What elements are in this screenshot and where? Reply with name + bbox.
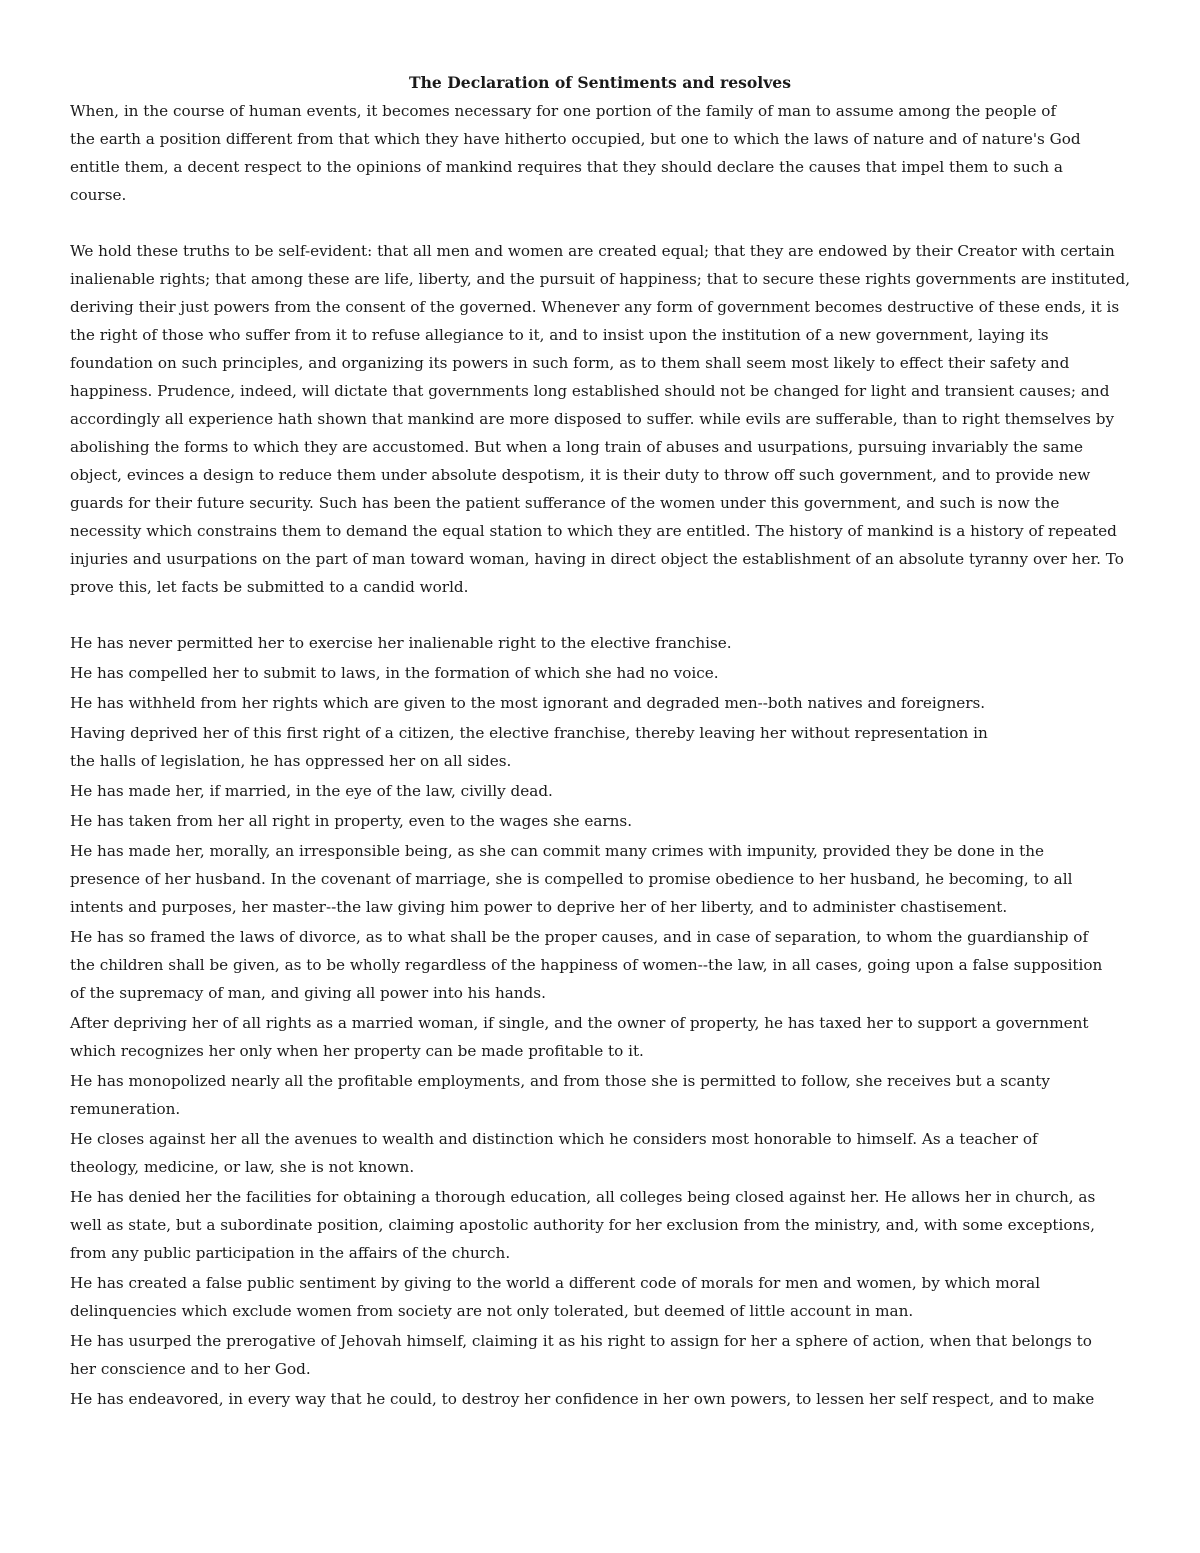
text-line: He has never permitted her to exercise her inalienable right to the elective franchise. [70, 634, 732, 652]
grievance-item [70, 1327, 1140, 1383]
grievances-list [70, 629, 1140, 1413]
text-line: intents and purposes, her master--the law giving him power to deprive her of her liberty, and to administer chastisement. [70, 898, 1008, 916]
text-line: guards for their future security. Such has been the patient sufferance of the women under this government, and such is now the [70, 494, 1060, 512]
text-line: the right of those who suffer from it to refuse allegiance to it, and to insist upon the institution of a new government, laying its [70, 326, 1049, 344]
grievance-item [70, 689, 1140, 717]
text-line: the halls of legislation, he has oppressed her on all sides. [70, 752, 512, 770]
text-line: inalienable rights; that among these are life, liberty, and the pursuit of happiness; that to secure these rights governments are instituted, [70, 270, 1131, 288]
text-line: deriving their just powers from the consent of the governed. Whenever any form of government becomes destructive of these ends, it is [70, 298, 1120, 316]
text-line: necessity which constrains them to demand the equal station to which they are entitled. The history of mankind is a history of repeated [70, 522, 1117, 540]
text-line: When, in the course of human events, it becomes necessary for one portion of the family of man to assume among the people of [70, 102, 1057, 120]
text-line: presence of her husband. In the covenant of marriage, she is compelled to promise obedience to her husband, he becoming, to all [70, 870, 1073, 888]
paragraph-gap [70, 209, 1140, 237]
text-line: injuries and usurpations on the part of man toward woman, having in direct object the establishment of an absolute tyranny over her. To [70, 550, 1124, 568]
paragraph-gap [70, 601, 1140, 629]
grievance-item [70, 629, 1140, 657]
grievance-item [70, 719, 1140, 775]
text-line: He has endeavored, in every way that he could, to destroy her confidence in her own powers, to lessen her self respect, and to make [70, 1390, 1095, 1408]
grievance-item [70, 923, 1140, 1007]
text-line: He has withheld from her rights which are given to the most ignorant and degraded men--both natives and foreigners. [70, 694, 986, 712]
grievance-item [70, 837, 1140, 921]
text-line: prove this, let facts be submitted to a candid world. [70, 578, 469, 596]
text-line: her conscience and to her God. [70, 1360, 311, 1378]
text-line: remuneration. [70, 1100, 181, 1118]
document-body [70, 97, 1140, 1415]
text-line: He has made her, if married, in the eye of the law, civilly dead. [70, 782, 553, 800]
grievance-item [70, 1385, 1140, 1413]
text-line: accordingly all experience hath shown that mankind are more disposed to suffer. while evils are sufferable, than to right themselves by [70, 410, 1115, 428]
text-line: happiness. Prudence, indeed, will dictate that governments long established should not be changed for light and transient causes; and [70, 382, 1110, 400]
text-line: course. [70, 186, 127, 204]
text-line: He has taken from her all right in property, even to the wages she earns. [70, 812, 633, 830]
text-line: object, evinces a design to reduce them under absolute despotism, it is their duty to throw off such government, and to provide new [70, 466, 1091, 484]
text-line: from any public participation in the affairs of the church. [70, 1244, 511, 1262]
grievance-item [70, 1269, 1140, 1325]
text-line: of the supremacy of man, and giving all power into his hands. [70, 984, 546, 1002]
text-line: He has compelled her to submit to laws, in the formation of which she had no voice. [70, 664, 719, 682]
text-line: which recognizes her only when her property can be made profitable to it. [70, 1042, 644, 1060]
text-line: the earth a position different from that which they have hitherto occupied, but one to which the laws of nature and of nature's God [70, 130, 1081, 148]
text-line: He has usurped the prerogative of Jehovah himself, claiming it as his right to assign for her a sphere of action, when that belongs to [70, 1332, 1092, 1350]
truths-paragraph [70, 237, 1140, 601]
grievance-item [70, 807, 1140, 835]
text-line: He closes against her all the avenues to wealth and distinction which he considers most honorable to himself. As a teacher of [70, 1130, 1038, 1148]
text-line: He has created a false public sentiment by giving to the world a different code of morals for men and women, by which moral [70, 1274, 1041, 1292]
text-line: well as state, but a subordinate position, claiming apostolic authority for her exclusion from the ministry, and, with some exceptions, [70, 1216, 1095, 1234]
text-line: He has denied her the facilities for obtaining a thorough education, all colleges being closed against her. He allows her in church, as [70, 1188, 1096, 1206]
text-line: theology, medicine, or law, she is not known. [70, 1158, 415, 1176]
text-line: delinquencies which exclude women from society are not only tolerated, but deemed of little account in man. [70, 1302, 914, 1320]
intro-paragraph [70, 97, 1140, 209]
text-line: He has so framed the laws of divorce, as to what shall be the proper causes, and in case of separation, to whom the guardianship of [70, 928, 1089, 946]
text-line: We hold these truths to be self-evident: that all men and women are created equal; that they are endowed by their Creator with certain [70, 242, 1115, 260]
grievance-item [70, 1067, 1140, 1123]
grievance-item [70, 1183, 1140, 1267]
grievance-item [70, 1009, 1140, 1065]
text-line: Having deprived her of this first right of a citizen, the elective franchise, thereby leaving her without representation in [70, 724, 988, 742]
text-line: entitle them, a decent respect to the opinions of mankind requires that they should declare the causes that impel them to such a [70, 158, 1063, 176]
grievance-item [70, 1125, 1140, 1181]
grievance-item [70, 777, 1140, 805]
text-line: He has monopolized nearly all the profitable employments, and from those she is permitted to follow, she receives but a scanty [70, 1072, 1050, 1090]
text-line: the children shall be given, as to be wholly regardless of the happiness of women--the law, in all cases, going upon a false supposition [70, 956, 1103, 974]
text-line: After depriving her of all rights as a married woman, if single, and the owner of property, he has taxed her to support a government [70, 1014, 1089, 1032]
grievance-item [70, 659, 1140, 687]
text-line: He has made her, morally, an irresponsible being, as she can commit many crimes with impunity, provided they be done in the [70, 842, 1045, 860]
document-title: The Declaration of Sentiments and resolves [408, 73, 791, 92]
text-line: abolishing the forms to which they are accustomed. But when a long train of abuses and usurpations, pursuing invariably the same [70, 438, 1083, 456]
text-line: foundation on such principles, and organizing its powers in such form, as to them shall seem most likely to effect their safety and [70, 354, 1070, 372]
